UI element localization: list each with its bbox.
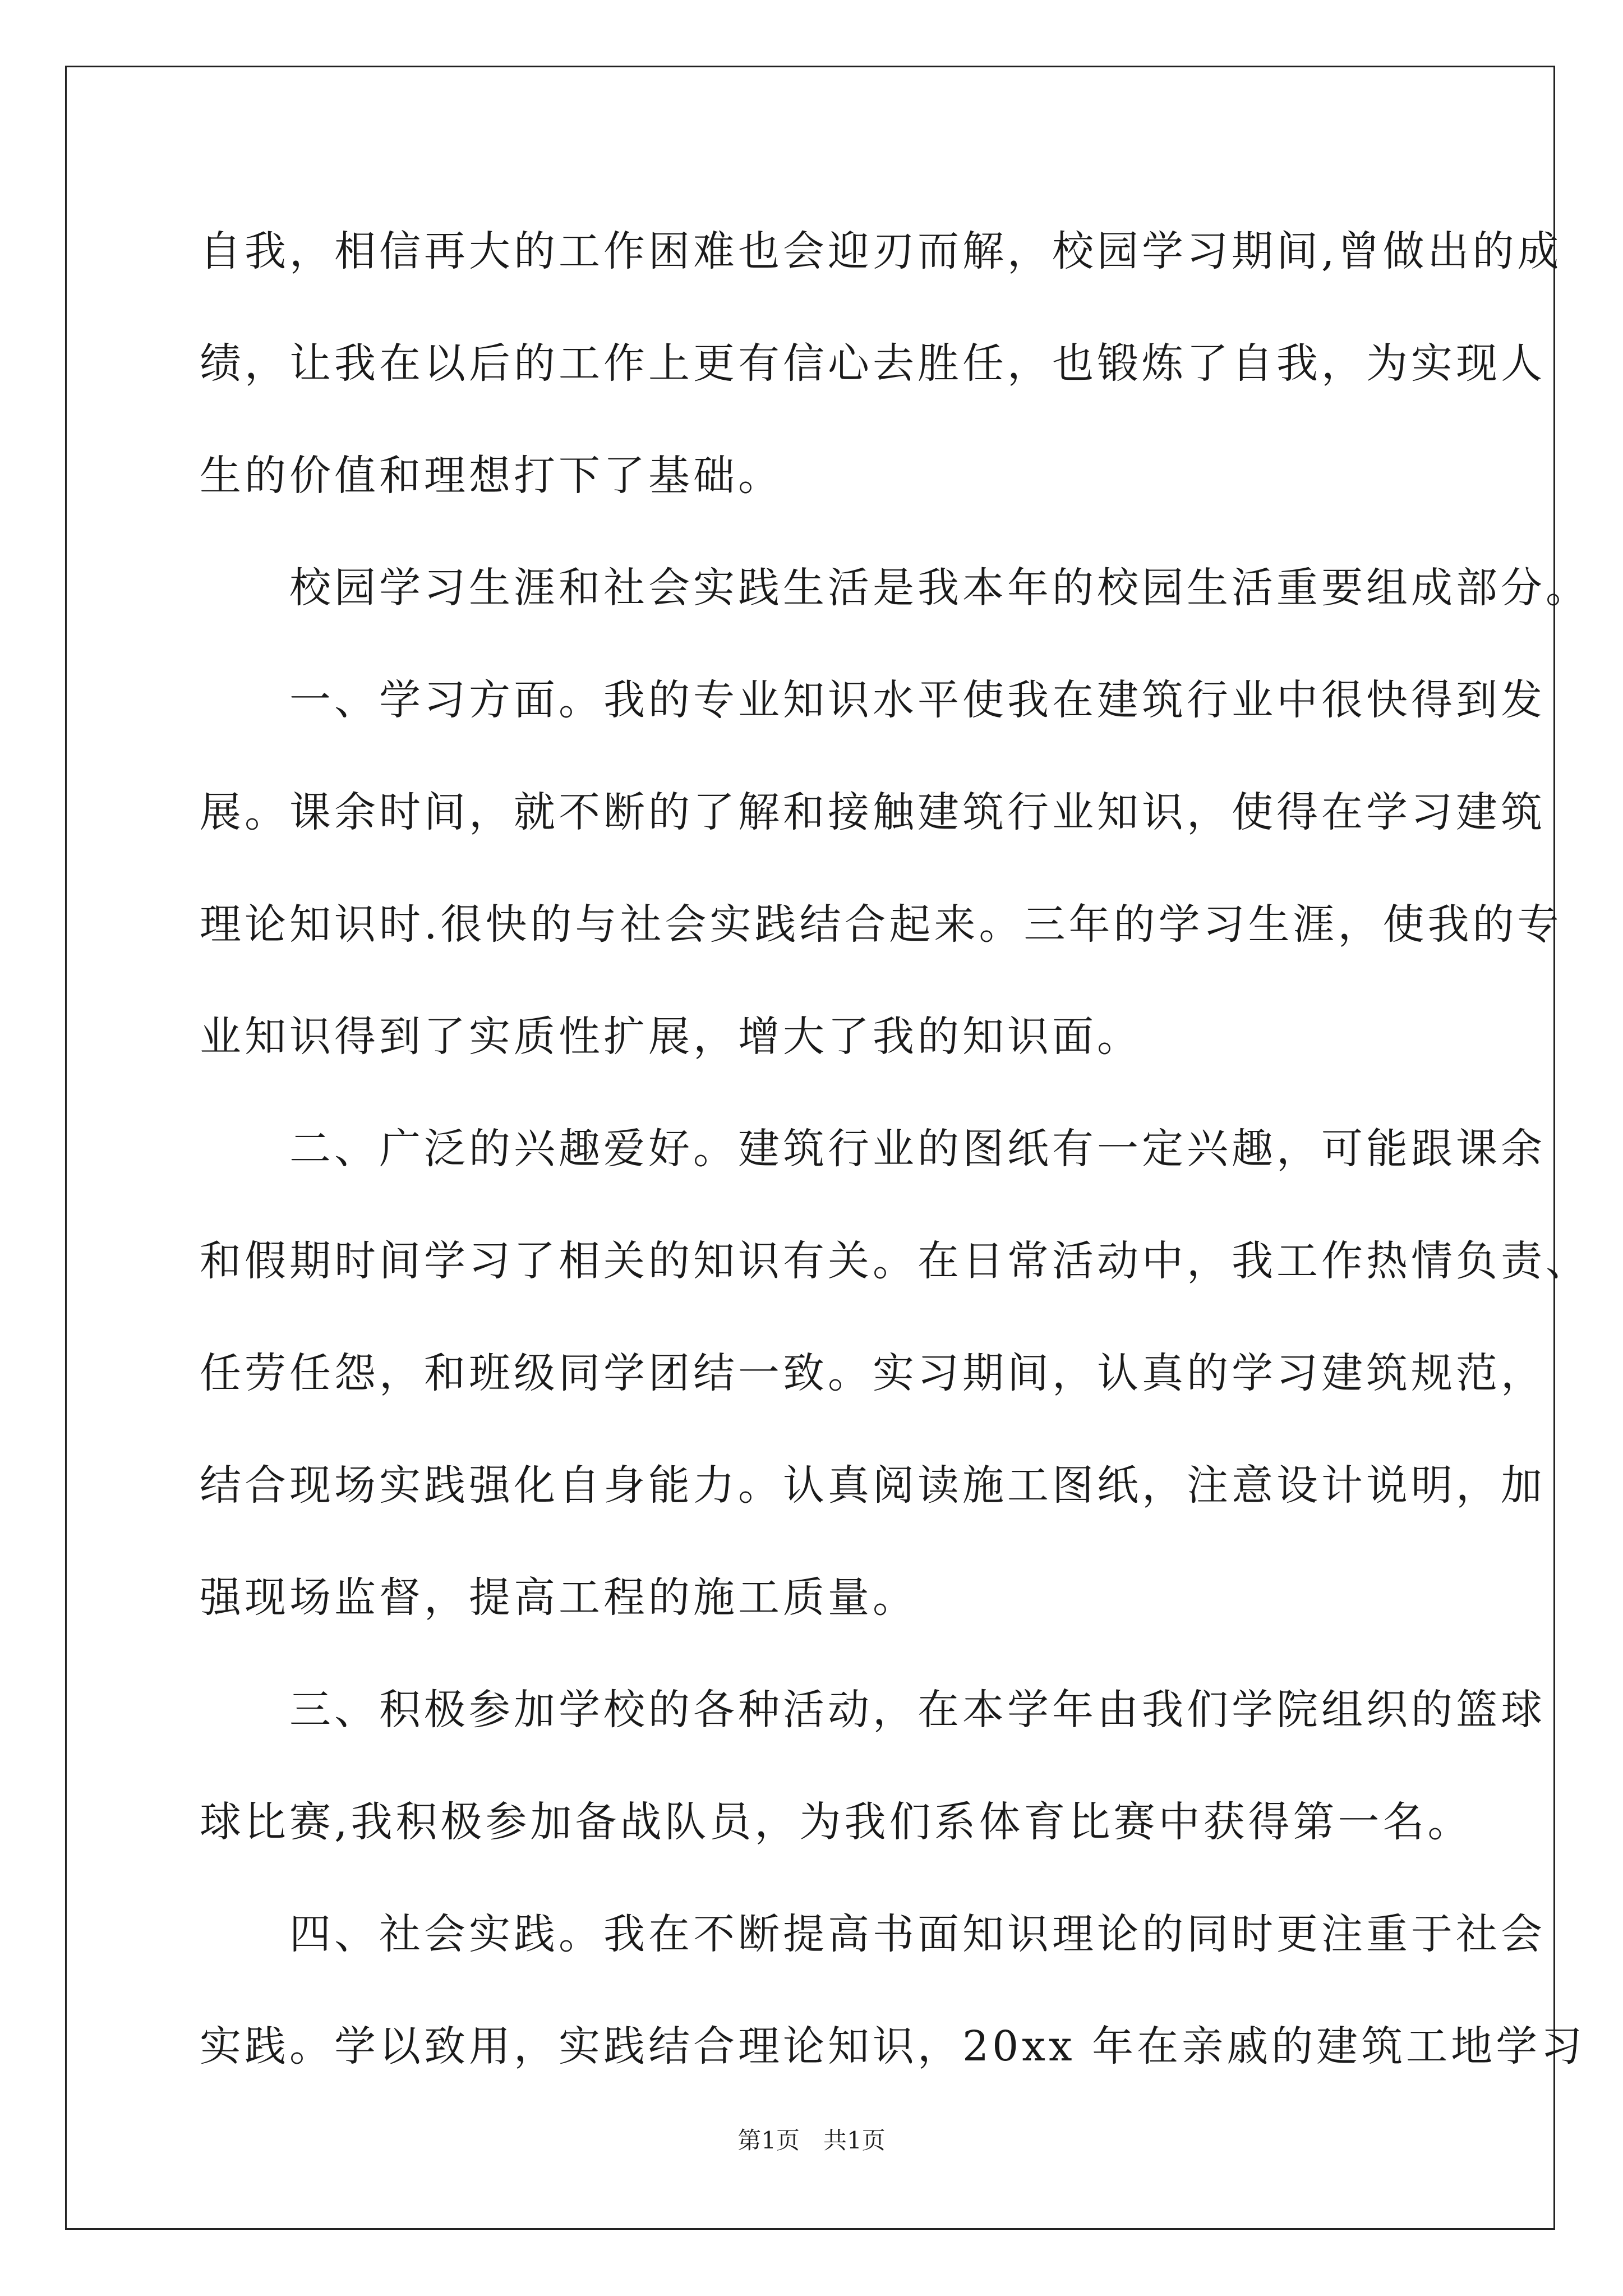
text-line: 实践。学以致用，实践结合理论知识，20xx 年在亲戚的建筑工地学习: [200, 2022, 1586, 2070]
text-line: 强现场监督，提高工程的施工质量。: [200, 1573, 917, 1622]
text-line: 任劳任怨，和班级同学团结一致。实习期间，认真的学习建筑规范，: [200, 1349, 1546, 1397]
text-line: 业知识得到了实质性扩展，增大了我的知识面。: [200, 1013, 1142, 1061]
text-line: 球比赛,我积极参加备战队员，为我们系体育比赛中获得第一名。: [200, 1798, 1473, 1846]
text-line: 二、广泛的兴趣爱好。建筑行业的图纸有一定兴趣，可能跟课余: [200, 1125, 1546, 1173]
text-line: 结合现场实践强化自身能力。认真阅读施工图纸，注意设计说明，加: [200, 1461, 1546, 1510]
text-line: 四、社会实践。我在不断提高书面知识理论的同时更注重于社会: [200, 1910, 1546, 1958]
text-line: 生的价值和理想打下了基础。: [200, 452, 783, 500]
text-line: 和假期时间学习了相关的知识有关。在日常活动中，我工作热情负责、: [200, 1237, 1590, 1285]
page-number-footer: 第1页 共1页: [737, 2127, 886, 2154]
text-line: 展。课余时间，就不断的了解和接触建筑行业知识，使得在学习建筑: [200, 788, 1546, 836]
text-line: 自我，相信再大的工作困难也会迎刃而解，校园学习期间,曾做出的成: [200, 227, 1562, 275]
text-line: 校园学习生涯和社会实践生活是我本年的校园生活重要组成部分。: [200, 564, 1590, 612]
text-line: 绩，让我在以后的工作上更有信心去胜任，也锻炼了自我，为实现人: [200, 339, 1546, 388]
text-line: 理论知识时.很快的与社会实践结合起来。三年的学习生涯，使我的专: [200, 900, 1562, 949]
text-line: 一、学习方面。我的专业知识水平使我在建筑行业中很快得到发: [200, 676, 1546, 724]
text-line: 三、积极参加学校的各种活动，在本学年由我们学院组织的篮球: [200, 1686, 1546, 1734]
